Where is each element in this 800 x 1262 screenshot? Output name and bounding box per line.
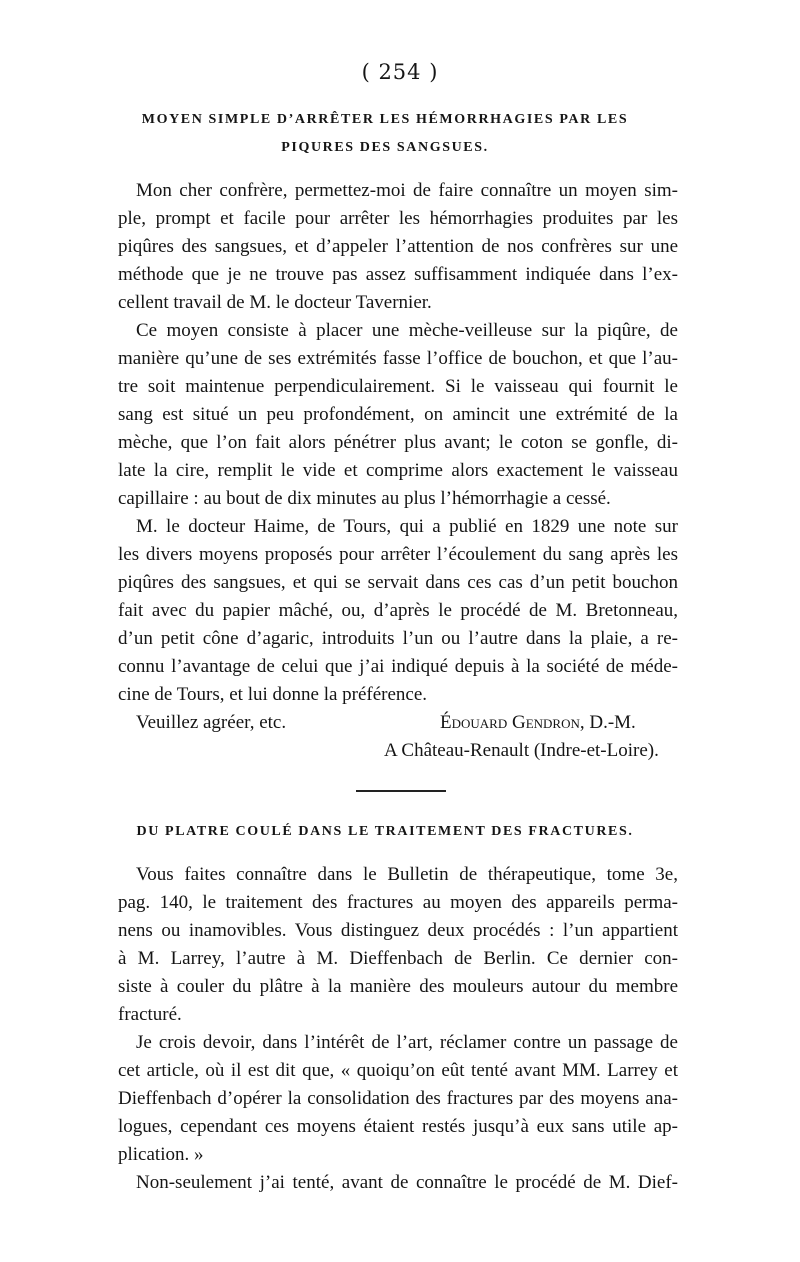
article1-line: tre soit maintenue perpendiculairement. Si le vaisseau qui fournit le [118,376,678,397]
section-divider [356,790,446,792]
page-number: ( 254 ) [361,60,439,84]
article2-title: DU PLATRE COULÉ DANS LE TRAITEMENT DES FRACTURES. [136,824,634,839]
article1-line: mèche, que l’on fait alors pénétrer plus avant; le coton se gonfle, di- [118,432,678,453]
article1-line: sang est situé un peu profondément, on amincit une extrémité de la [118,404,678,425]
article1-line: connu l’avantage de celui que j’ai indiqué depuis à la société de méde- [118,656,678,677]
article1-line: manière qu’une de ses extrémités fasse l’office de bouchon, et que l’au- [118,348,678,369]
signature-name: Édouard Gendron, D.-M. [440,712,636,733]
article1-line: Veuillez agréer, etc. [136,712,287,733]
article2-line: Vous faites connaître dans le Bulletin de thérapeutique, tome 3e, [136,864,678,885]
article1-line: piqûres des sangsues, et d’appeler l’attention de nos confrères sur une [118,236,678,257]
article2-line: Non-seulement j’ai tenté, avant de connaître le procédé de M. Dief- [136,1172,678,1193]
article1-line: d’un petit cône d’agaric, introduits l’un ou l’autre dans la plaie, a re- [118,628,678,649]
article2-line: pag. 140, le traitement des fractures au moyen des appareils perma- [118,892,678,913]
article1-line: fait avec du papier mâché, ou, d’après le procédé de M. Bretonneau, [118,600,678,621]
article2-line: Dieffenbach d’opérer la consolidation des fractures par des moyens ana- [118,1088,678,1109]
article1-line: M. le docteur Haime, de Tours, qui a publié en 1829 une note sur [136,516,678,537]
article1-title-line1: MOYEN SIMPLE D’ARRÊTER LES HÉMORRHAGIES PAR LES [141,112,629,127]
article1-line: méthode que je ne trouve pas assez suffisamment indiquée dans l’ex- [118,264,678,285]
article2-line: fracturé. [118,1004,182,1025]
article1-line: capillaire : au bout de dix minutes au plus l’hémorrhagie a cessé. [118,488,611,509]
article1-line: Mon cher confrère, permettez-moi de faire connaître un moyen sim- [136,180,678,201]
article2-line: plication. » [118,1144,204,1165]
article1-line: late la cire, remplit le vide et comprime alors exactement le vaisseau [118,460,678,481]
article1-line: piqûres des sangsues, et qui se servait dans ces cas d’un petit bouchon [118,572,678,593]
signature-place: A Château-Renault (Indre-et-Loire). [384,740,659,761]
article2-line: Je crois devoir, dans l’intérêt de l’art, réclamer contre un passage de [136,1032,678,1053]
article1-line: ple, prompt et facile pour arrêter les hémorrhagies produites par les [118,208,678,229]
article2-line: nens ou inamovibles. Vous distinguez deux procédés : l’un appartient [118,920,678,941]
article2-line: à M. Larrey, l’autre à M. Dieffenbach de Berlin. Ce dernier con- [118,948,678,969]
article2-line: siste à couler du plâtre à la manière des mouleurs autour du membre [118,976,678,997]
article1-line: cellent travail de M. le docteur Tavernier. [118,292,432,313]
article1-line: cine de Tours, et lui donne la préférence. [118,684,428,705]
article2-line: logues, cependant ces moyens étaient restés jusqu’à eux sans utile ap- [118,1116,678,1137]
article2-line: cet article, où il est dit que, « quoiqu’on eût tenté avant MM. Larrey et [118,1060,678,1081]
article1-line: les divers moyens proposés pour arrêter l’écoulement du sang après les [118,544,678,565]
article1-title-line2: PIQURES DES SANGSUES. [281,140,489,155]
article1-line: Ce moyen consiste à placer une mèche-veilleuse sur la piqûre, de [136,320,678,341]
